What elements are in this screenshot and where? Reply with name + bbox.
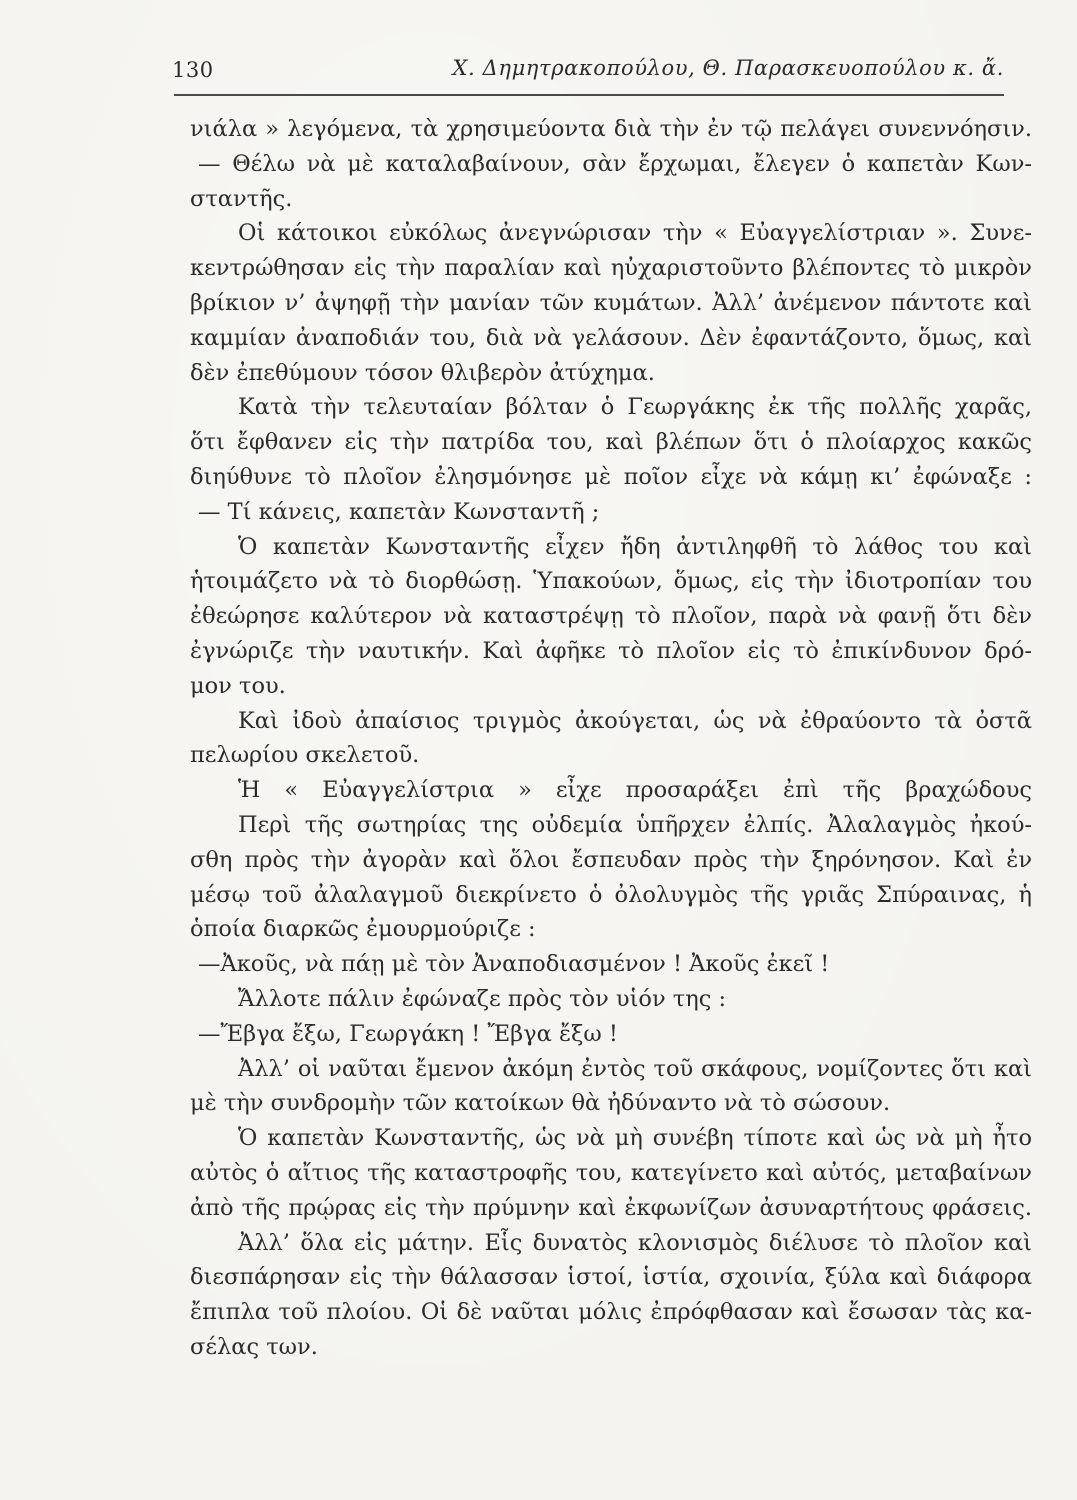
- text-line: Ὁ καπετὰν Κωνσταντῆς εἶχεν ἤδη ἀντιληφθῆ τὸ λάθος του καὶ: [238, 533, 1032, 560]
- text-line: δὲν ἐπεθύμουν τόσον θλιβερὸν ἀτύχημα.: [190, 359, 655, 386]
- text-line: ἐθεώρησε καλύτερον νὰ καταστρέψῃ τὸ πλοῖον, παρὰ νὰ φανῇ ὅτι δὲν: [190, 603, 1032, 630]
- text-line: μον του.: [190, 672, 286, 699]
- text-line: μὲ τὴν συνδρομὴν τῶν κατοίκων θὰ ἠδύναντο νὰ τὸ σώσουν.: [190, 1090, 891, 1117]
- text-line: Ἡ « Εὐαγγελίστρια » εἶχε προσαράξει ἐπὶ τῆς βραχώδους: [238, 777, 1032, 804]
- text-line: σθη πρὸς τὴν ἀγορὰν καὶ ὅλοι ἔσπευδαν πρὸς τὴν ξηρόνησον. Καὶ ἐν: [190, 846, 1032, 873]
- body-text: [190, 112, 1032, 1365]
- text-line: ἡτοιμάζετο νὰ τὸ διορθώσῃ. Ὑπακούων, ὅμως, εἰς τὴν ἰδιοτροπίαν του: [190, 568, 1032, 595]
- text-line: σέλας των.: [190, 1333, 318, 1360]
- text-line: — Τί κάνεις, καπετὰν Κωνσταντῆ ;: [198, 498, 600, 525]
- page-number: 130: [172, 58, 214, 82]
- text-line: διεσπάρησαν εἰς τὴν θάλασσαν ἱστοί, ἱστία, σχοινία, ξύλα καὶ διάφορα: [190, 1264, 1032, 1291]
- text-line: σταντῆς.: [190, 185, 293, 212]
- text-line: βρίκιον ν’ ἀψηφῇ τὴν μανίαν τῶν κυμάτων. Ἀλλ’ ἀνέμενον πάντοτε καὶ: [190, 289, 1032, 316]
- text-line: — Θέλω νὰ μὲ καταλαβαίνουν, σὰν ἔρχωμαι, ἔλεγεν ὁ καπετὰν Κων-: [198, 150, 1032, 177]
- text-line: ὁποία διαρκῶς ἐμουρμούριζε :: [190, 916, 536, 943]
- text-line: Ὁ καπετὰν Κωνσταντῆς, ὡς νὰ μὴ συνέβη τίποτε καὶ ὡς νὰ μὴ ἦτο: [238, 1125, 1032, 1152]
- text-line: ἔπιπλα τοῦ πλοίου. Οἱ δὲ ναῦται μόλις ἐπρόφθασαν καὶ ἔσωσαν τὰς κα-: [190, 1299, 1032, 1326]
- text-line: ἐγνώριζε τὴν ναυτικήν. Καὶ ἀφῆκε τὸ πλοῖον εἰς τὸ ἐπικίνδυνον δρό-: [190, 637, 1032, 664]
- text-line: διηύθυνε τὸ πλοῖον ἐλησμόνησε μὲ ποῖον εἶχε νὰ κάμῃ κι’ ἐφώναξε :: [190, 463, 1032, 490]
- text-line: Ἀλλ’ οἱ ναῦται ἔμενον ἀκόμη ἐντὸς τοῦ σκάφους, νομίζοντες ὅτι καὶ: [238, 1055, 1032, 1082]
- header-rule: [174, 94, 1004, 96]
- text-line: Καὶ ἰδοὺ ἀπαίσιος τριγμὸς ἀκούγεται, ὡς νὰ ἐθραύοντο τὰ ὀστᾶ: [238, 707, 1032, 734]
- text-line: Οἱ κάτοικοι εὐκόλως ἀνεγνώρισαν τὴν « Εὐαγγελίστριαν ». Συνε-: [238, 220, 1032, 247]
- text-line: —Ἀκοῦς, νὰ πάῃ μὲ τὸν Ἀναποδιασμένον ! Ἀκοῦς ἐκεῖ !: [198, 951, 830, 978]
- text-line: Ἀλλ’ ὅλα εἰς μάτην. Εἷς δυνατὸς κλονισμὸς διέλυσε τὸ πλοῖον καὶ: [238, 1229, 1032, 1256]
- text-line: νιάλα » λεγόμενα, τὰ χρησιμεύοντα διὰ τὴν ἐν τῷ πελάγει συνεννόησιν.: [190, 116, 1032, 142]
- text-line: ἀπὸ τῆς πρῴρας εἰς τὴν πρύμνην καὶ ἐκφωνίζων ἀσυναρτήτους φράσεις.: [190, 1194, 1032, 1221]
- text-line: Κατὰ τὴν τελευταίαν βόλταν ὁ Γεωργάκης ἐκ τῆς πολλῆς χαρᾶς,: [238, 394, 1032, 421]
- text-line: Ἄλλοτε πάλιν ἐφώναζε πρὸς τὸν υἱόν της :: [238, 985, 727, 1012]
- text-line: μέσῳ τοῦ ἀλαλαγμοῦ διεκρίνετο ὁ ὀλολυγμὸς τῆς γριᾶς Σπύραινας, ἡ: [190, 881, 1032, 908]
- text-line: καμμίαν ἀναποδιάν του, διὰ νὰ γελάσουν. Δὲν ἐφαντάζοντο, ὅμως, καὶ: [190, 324, 1032, 351]
- text-line: αὐτὸς ὁ αἴτιος τῆς καταστροφῆς του, κατεγίνετο καὶ αὐτός, μεταβαίνων: [190, 1159, 1032, 1186]
- running-head: Χ. Δημητρακοπούλου, Θ. Παρασκευοπούλου κ. ἄ.: [452, 56, 1004, 80]
- page-header: [172, 52, 1004, 90]
- text-line: Περὶ τῆς σωτηρίας της οὐδεμία ὑπῆρχεν ἐλπίς. Ἀλαλαγμὸς ἠκού-: [238, 811, 1032, 838]
- text-line: —Ἔβγα ἔξω, Γεωργάκη ! Ἔβγα ἔξω !: [198, 1020, 618, 1047]
- text-line: πελωρίου σκελετοῦ.: [190, 742, 420, 769]
- text-line: κεντρώθησαν εἰς τὴν παραλίαν καὶ ηὐχαριστοῦντο βλέποντες τὸ μικρὸν: [190, 255, 1032, 282]
- text-line: ὅτι ἔφθανεν εἰς τὴν πατρίδα του, καὶ βλέπων ὅτι ὁ πλοίαρχος κακῶς: [190, 429, 1032, 456]
